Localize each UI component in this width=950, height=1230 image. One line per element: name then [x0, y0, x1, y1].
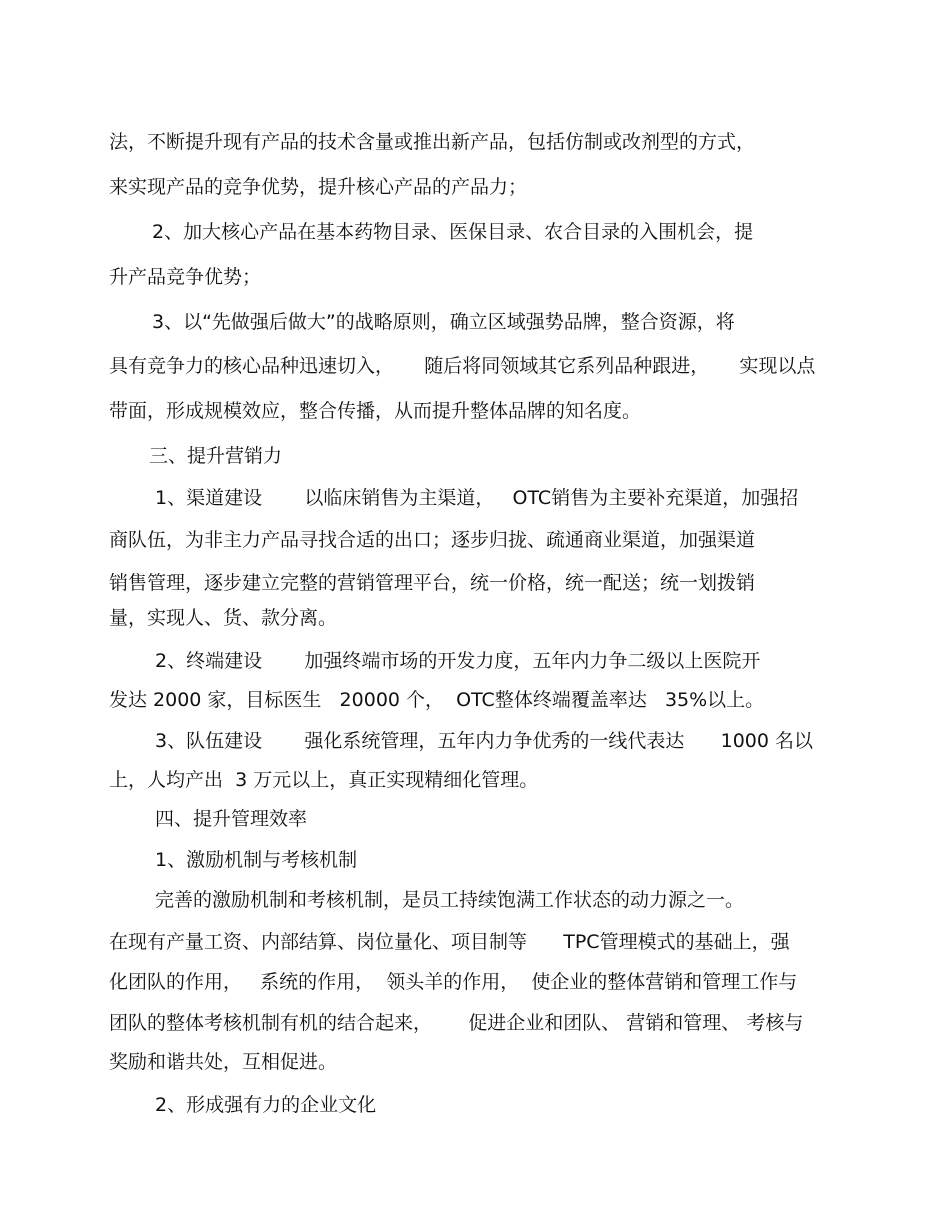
- body-line: 带面，形成规模效应，整合传播，从而提升整体品牌的知名度。: [109, 400, 642, 422]
- body-line: 化团队的作用， 系统的作用， 领头羊的作用， 使企业的整体营销和管理工作与: [109, 971, 798, 993]
- body-line: 在现有产量工资、内部结算、岗位量化、项目制等 TPC管理模式的基础上，强: [109, 931, 790, 953]
- section-heading: 四、提升管理效率: [155, 808, 308, 830]
- body-line: 来实现产品的竞争优势，提升核心产品的产品力；: [109, 176, 528, 198]
- body-line: 商队伍，为非主力产品寻找合适的出口；逐步归拢、疏通商业渠道，加强渠道: [109, 529, 756, 551]
- subsection-heading: 2、形成强有力的企业文化: [155, 1094, 377, 1116]
- body-line: 发达 2000 家，目标医生 20000 个， OTC整体终端覆盖率达 35%以上。: [109, 689, 765, 711]
- body-line: 团队的整体考核机制有机的结合起来， 促进企业和团队、 营销和管理、 考核与: [109, 1012, 804, 1034]
- body-line: 3、以“先做强后做大”的战略原则，确立区域强势品牌，整合资源，将: [152, 311, 735, 333]
- body-line: 2、加大核心产品在基本药物目录、医保目录、农合目录的入围机会，提: [152, 221, 754, 243]
- body-line: 3、队伍建设 强化系统管理，五年内力争优秀的一线代表达 1000 名以: [155, 730, 813, 752]
- subsection-heading: 1、激励机制与考核机制: [155, 849, 358, 871]
- body-line: 1、渠道建设 以临床销售为主渠道， OTC销售为主要补充渠道，加强招: [155, 487, 799, 509]
- body-line: 完善的激励机制和考核机制，是员工持续饱满工作状态的动力源之一。: [155, 889, 745, 911]
- body-line: 2、终端建设 加强终端市场的开发力度，五年内力争二级以上医院开: [155, 650, 761, 672]
- body-line: 法，不断提升现有产品的技术含量或推出新产品，包括仿制或改剂型的方式，: [109, 131, 756, 153]
- body-line: 上，人均产出 3 万元以上，真正实现精细化管理。: [109, 769, 539, 791]
- body-line: 升产品竞争优势；: [109, 266, 262, 288]
- body-line: 具有竞争力的核心品种迅速切入， 随后将同领域其它系列品种跟进， 实现以点: [109, 355, 816, 377]
- body-line: 量，实现人、货、款分离。: [109, 607, 338, 629]
- body-line: 销售管理，逐步建立完整的营销管理平台，统一价格，统一配送；统一划拨销: [109, 572, 756, 594]
- body-line: 奖励和谐共处，互相促进。: [109, 1051, 338, 1073]
- section-heading: 三、提升营销力: [149, 445, 283, 467]
